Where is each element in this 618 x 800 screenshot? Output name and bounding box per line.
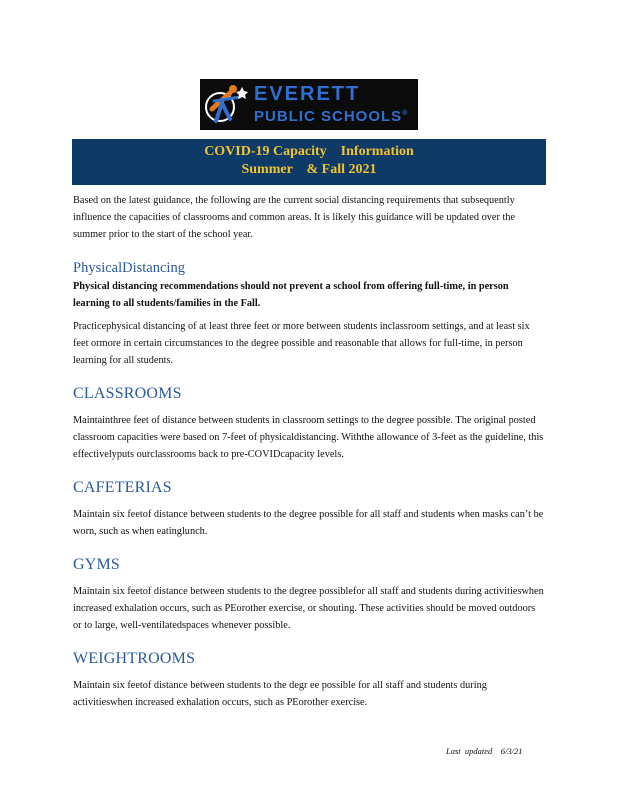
- physical-distancing-body: Practicephysical distancing of at least three feet or more between students inclassroom settings, and at least six feet ormore in certain circumstances to the degree possible and reasonable that allows for full-time, in person learning for all students.: [73, 321, 530, 366]
- logo-line-2: [254, 104, 408, 127]
- document-body: [73, 192, 545, 711]
- logo-line-1: EVERETT: [254, 83, 361, 105]
- cafeterias-heading: CAFETERIAS: [73, 479, 172, 496]
- gyms-body: Maintain six feetof distance between students to the degree possiblefor all staff and students during activitieswhen increased exhalation occurs, such as PEorother exercise, or shouting. These activities should be moved outdoors or to large, well-ventilatedspaces whenever possible.: [73, 586, 544, 631]
- classrooms-heading: CLASSROOMS: [73, 385, 182, 402]
- logo-figure-icon: [200, 79, 254, 130]
- banner-subtitle: Summer & Fall 2021: [241, 162, 377, 177]
- logo-line-2-text: PUBLIC SCHOOLS: [254, 108, 403, 125]
- banner-title: COVID-19 Capacity Information: [204, 144, 414, 159]
- title-banner: [72, 139, 546, 185]
- cafeterias-body: Maintain six feetof distance between students to the degree possible for all staff and students when masks can’t be worn, such as when eatinglunch.: [73, 509, 544, 537]
- registered-mark: ®: [402, 110, 409, 117]
- weightrooms-body: Maintain six feetof distance between students to the degr ee possible for all staff and students during activitieswhen increased exhalation occurs, such as PEorother exercise.: [73, 680, 487, 708]
- physical-distancing-bold-text: Physical distancing recommendations should not prevent a school from offering full-time, in person learning to all students/families in the Fall.: [73, 281, 509, 309]
- physical-distancing-heading: PhysicalDistancing: [73, 260, 185, 276]
- intro-paragraph: Based on the latest guidance, the following are the current social distancing requirements that subsequently influence the capacities of classrooms and common areas. It is likely this guidance will be updated over the summer prior to the start of the school year.: [73, 195, 516, 240]
- gyms-heading: GYMS: [73, 556, 121, 573]
- logo: [200, 79, 418, 130]
- last-updated-footer: Last updated 6/3/21: [446, 746, 523, 756]
- classrooms-body: Maintainthree feet of distance between students in classroom settings to the degree possible. The original posted classroom capacities were based on 7-feet of physicaldistancing. Withthe allowance of 3-feet as the guideline, this effectivelyputs ourclassrooms back to pre-COVIDcapacity levels.: [73, 415, 544, 460]
- weightrooms-heading: WEIGHTROOMS: [73, 650, 196, 667]
